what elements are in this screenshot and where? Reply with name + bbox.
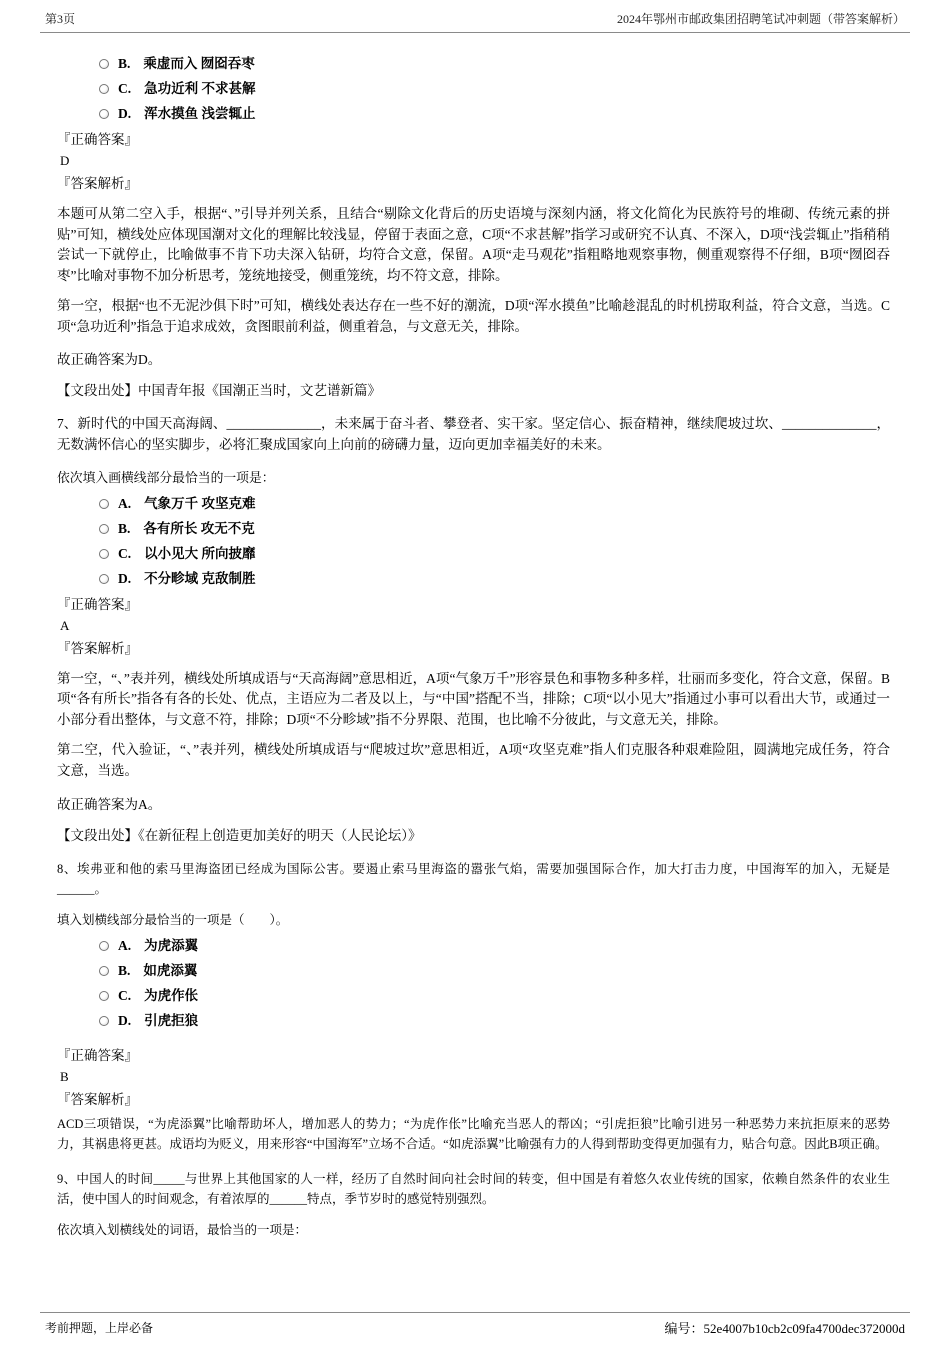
option-letter: B. (118, 520, 131, 536)
analysis-label: 『答案解析』 (57, 640, 138, 656)
option-text: 浑水摸鱼 浅尝辄止 (144, 106, 256, 121)
radio-icon[interactable] (99, 109, 109, 119)
q6-analysis-paragraph: 第一空，根据“也不无泥沙俱下时”可知，横线处表达存在一些不好的潮流，D项“浑水摸鱼”比喻趁混乱的时机捞取利益，符合文意，当选。C项“急功近利”指急于追求成效，贪图眼前利益，侧重着急，与文意无关，排除。 (57, 298, 890, 334)
q8-question-text: 8、埃弗亚和他的索马里海盗团已经成为国际公害。要遏止索马里海盗的嚣张气焰，需要加强国际合作，加大打击力度，中国海军的加入，无疑是______。 (57, 861, 890, 896)
document-title: 2024年鄂州市邮政集团招聘笔试冲刺题（带答案解析） (616, 12, 905, 26)
correct-answer-label: 『正确答案』 (57, 596, 138, 612)
q9-prompt: 依次填入划横线处的词语，最恰当的一项是： (57, 1222, 308, 1237)
radio-icon[interactable] (99, 549, 109, 559)
page-header (40, 0, 910, 33)
page-number: 第3页 (45, 12, 76, 26)
option-letter: D. (118, 1012, 132, 1028)
option-row[interactable] (99, 962, 890, 980)
option-text: 为虎作伥 (144, 987, 199, 1003)
radio-icon[interactable] (99, 524, 109, 534)
page-footer (40, 1312, 910, 1339)
q7-question-text: 7、新时代的中国天高海阔、______________，未来属于奋斗者、攀登者、实干家。坚定信心、振奋精神，继续爬坡过坎、______________，无数满怀信心的坚实脚步，必将汇聚成国家向上向前的磅礴力量，迈向更加幸福美好的未来。 (57, 416, 890, 453)
radio-icon[interactable] (99, 499, 109, 509)
option-letter: B. (118, 962, 131, 978)
option-row[interactable] (99, 55, 890, 73)
option-letter: A. (118, 495, 132, 511)
q6-conclusion: 故正确答案为D。 (57, 352, 162, 368)
document-body (0, 33, 950, 1238)
option-row[interactable] (99, 80, 890, 98)
q7-options (57, 495, 890, 588)
option-text: 不分畛域 克敌制胜 (144, 570, 256, 586)
option-row[interactable] (99, 937, 890, 955)
option-text: 气象万千 攻坚克难 (144, 495, 256, 511)
option-letter: C. (118, 545, 132, 561)
q8-answer-letter: B (60, 1068, 69, 1084)
option-letter: D. (118, 106, 132, 121)
radio-icon[interactable] (99, 574, 109, 584)
radio-icon[interactable] (99, 1016, 109, 1026)
q7-source: 【文段出处】《在新征程上创造更加美好的明天（人民论坛）》 (57, 827, 422, 843)
q7-prompt: 依次填入画横线部分最恰当的一项是： (57, 470, 275, 485)
option-row[interactable] (99, 495, 890, 513)
option-row[interactable] (99, 1012, 890, 1030)
option-row[interactable] (99, 570, 890, 588)
option-text: 引虎拒狼 (144, 1012, 199, 1028)
radio-icon[interactable] (99, 84, 109, 94)
radio-icon[interactable] (99, 991, 109, 1001)
option-row[interactable] (99, 105, 890, 123)
footer-slogan: 考前押题，上岸必备 (45, 1321, 154, 1335)
option-letter: C. (118, 81, 132, 96)
option-letter: A. (118, 937, 132, 953)
radio-icon[interactable] (99, 59, 109, 69)
option-text: 如虎添翼 (143, 962, 198, 978)
q6-options (57, 55, 890, 123)
option-letter: C. (118, 987, 132, 1003)
q7-analysis-paragraph: 第一空，“、”表并列，横线处所填成语与“天高海阔”意思相近，A项“气象万千”形容景色和事物多种多样，壮丽而多变化，符合文意，保留。B项“各有所长”指各有各的长处、优点，主语应为二者及以上，与“中国”搭配不当，排除；C项“以小见大”指通过小事可以看出大节，或通过一小部分看出整体，与文意不符，排除；D项“不分畛域”指不分界限、范围，也比喻不分彼此，与文意无关，排除。 (57, 670, 890, 727)
option-text: 以小见大 所向披靡 (144, 545, 256, 561)
analysis-label: 『答案解析』 (57, 176, 138, 191)
q7-answer-letter: A (60, 617, 70, 633)
q8-prompt: 填入划横线部分最恰当的一项是（ ）。 (57, 912, 289, 927)
option-text: 各有所长 攻无不克 (143, 520, 255, 536)
document-serial-number: 编号：52e4007b10cb2c09fa4700dec372000d (664, 1321, 905, 1336)
option-text: 急功近利 不求甚解 (144, 81, 256, 96)
option-row[interactable] (99, 545, 890, 563)
option-text: 乘虚而入 囫囵吞枣 (143, 56, 255, 71)
q6-answer-letter: D (60, 153, 70, 168)
option-row[interactable] (99, 520, 890, 538)
q9-question-text: 9、中国人的时间_____与世界上其他国家的人一样，经历了自然时间向社会时间的转变，但中国是有着悠久农业传统的国家，依赖自然条件的农业生活，使中国人的时间观念，有着浓厚的______特点，季节岁时的感觉特别强烈。 (57, 1171, 890, 1206)
option-row[interactable] (99, 987, 890, 1005)
q8-analysis-paragraph: ACD三项错误，“为虎添翼”比喻帮助坏人，增加恶人的势力；“为虎作伥”比喻充当恶人的帮凶；“引虎拒狼”比喻引进另一种恶势力来抗拒原来的恶势力，其祸患将更甚。成语均为贬义，用来形容“中国海军”立场不合适。“如虎添翼”比喻强有力的人得到帮助变得更加强有力，贴合句意。因此B项正确。 (57, 1116, 890, 1151)
q7-analysis-paragraph: 第二空，代入验证，“、”表并列，横线处所填成语与“爬坡过坎”意思相近，A项“攻坚克难”指人们克服各种艰难险阻，圆满地完成任务，符合文意，当选。 (57, 742, 890, 778)
option-letter: B. (118, 56, 131, 71)
q6-analysis-paragraph: 本题可从第二空入手，根据“、”引导并列关系，且结合“剔除文化背后的历史语境与深刻内涵，将文化简化为民族符号的堆砌、传统元素的拼贴”可知，横线处应体现国潮对文化的理解比较浅显，停留于表面之意，C项“不求甚解”指学习或研究不认真、不深入，D项“浅尝辄止”指稍稍尝试一下就停止，比喻做事不肯下功夫深入钻研，均符合文意，保留。A项“走马观花”指粗略地观察事物，侧重观察得不仔细，B项“囫囵吞枣”比喻对事物不加分析思考，笼统地接受，侧重笼统，均不符文意，排除。 (57, 206, 890, 283)
correct-answer-label: 『正确答案』 (57, 132, 138, 147)
correct-answer-label: 『正确答案』 (57, 1047, 138, 1063)
q7-conclusion: 故正确答案为A。 (57, 796, 162, 812)
radio-icon[interactable] (99, 966, 109, 976)
q6-source: 【文段出处】中国青年报《国潮正当时，文艺谱新篇》 (57, 383, 381, 399)
q8-options (57, 937, 890, 1030)
option-letter: D. (118, 570, 132, 586)
radio-icon[interactable] (99, 941, 109, 951)
option-text: 为虎添翼 (144, 937, 199, 953)
analysis-label: 『答案解析』 (57, 1091, 138, 1107)
